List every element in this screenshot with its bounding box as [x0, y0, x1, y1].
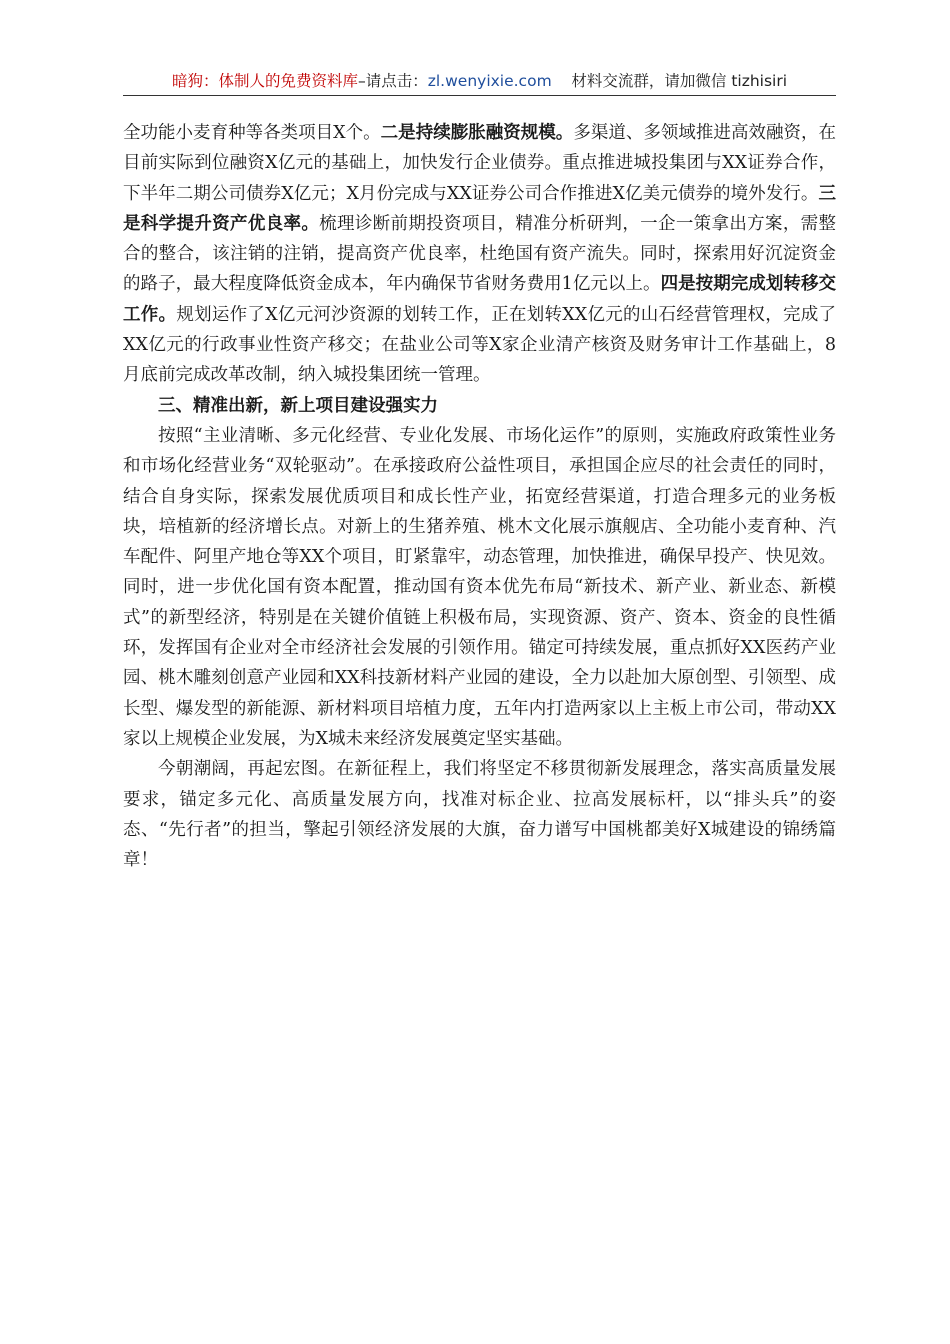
- header-url-link[interactable]: zl.wenyixie.com: [427, 72, 552, 90]
- paragraph-text: 梳理诊断前期投资项目，精准分析研判，一企一策拿出方案，需整合的整合，该注销的注销，提高资产优良率，杜绝国有资产流失。同时，探索用好沉淀资金的路子，最大程度降低资金成本，年内确保节省财务费用1亿元以上。: [123, 213, 837, 295]
- paragraph-text: 规划运作了X亿元河沙资源的划转工作，正在划转XX亿元的山石经营管理权，完成了XX亿元的行政事业性资产移交；在盐业公司等X家企业清产核资及财务审计工作基础上，8月底前完成改革改制，纳入城投集团统一管理。: [123, 304, 837, 386]
- page-header: [123, 68, 836, 94]
- paragraph-conclusion: 今朝潮阔，再起宏图。在新征程上，我们将坚定不移贯彻新发展理念，落实高质量发展要求，锚定多元化、高质量发展方向，找准对标企业、拉高发展标杆，以“排头兵”的姿态、“先行者”的担当，擎起引领经济发展的大旗，奋力谱写中国桃都美好X城建设的锦绣篇章！: [123, 759, 836, 871]
- header-site-name: 暗狗：体制人的免费资料库: [171, 72, 358, 90]
- paragraph-section-three: 按照“主业清晰、多元化经营、专业化发展、市场化运作”的原则，实施政府政策性业务和市场化经营业务“双轮驱动”。在承接政府公益性项目，承担国企应尽的社会责任的同时，结合自身实际，探索发展优质项目和成长性产业，拓宽经营渠道，打造合理多元的业务板块，培植新的经济增长点。对新上的生猪养殖、桃木文化展示旗舰店、全功能小麦育种、汽车配件、阿里产地仓等XX个项目，盯紧靠牢，动态管理，加快推进，确保早投产、快见效。同时，进一步优化国有资本配置，推动国有资本优先布局“新技术、新产业、新业态、新模式”的新型经济，特别是在关键价值链上积极布局，实现资源、资产、资本、资金的良性循环，发挥国有企业对全市经济社会发展的引领作用。锚定可持续发展，重点抓好XX医药产业园、桃木雕刻创意产业园和XX科技新材料产业园的建设，全力以赴加大原创型、引领型、成长型、爆发型的新能源、新材料项目培植力度，五年内打造两家以上主板上市公司，带动XX家以上规模企业发展，为X城未来经济发展奠定坚实基础。: [123, 425, 836, 749]
- bold-point-two: 二是持续膨胀融资规模。: [380, 123, 574, 143]
- header-click-prompt: –请点击：: [357, 72, 428, 90]
- paragraph-continuation: [123, 118, 836, 391]
- paragraph-text: 多渠道、多领域推进高效融资，在目前实际到位融资X亿元的基础上，加快发行企业债券。重点推进城投集团与XX证券合作，下半年二期公司债券X亿元；X月份完成与XX证券公司合作推进X亿美元债券的境外发行。: [123, 123, 837, 204]
- header-divider: [123, 95, 836, 96]
- document-body: [123, 118, 836, 875]
- section-heading: 三、精准出新，新上项目建设强实力: [158, 395, 438, 416]
- bold-point-four: 四是按期完成划转移交工作。: [123, 274, 836, 325]
- paragraph-text: 全功能小麦育种等各类项目X个。: [123, 123, 381, 143]
- header-group-note: 材料交流群，请加微信 tizhisiri: [571, 72, 788, 90]
- bold-point-three: 三是科学提升资产优良率。: [123, 183, 836, 234]
